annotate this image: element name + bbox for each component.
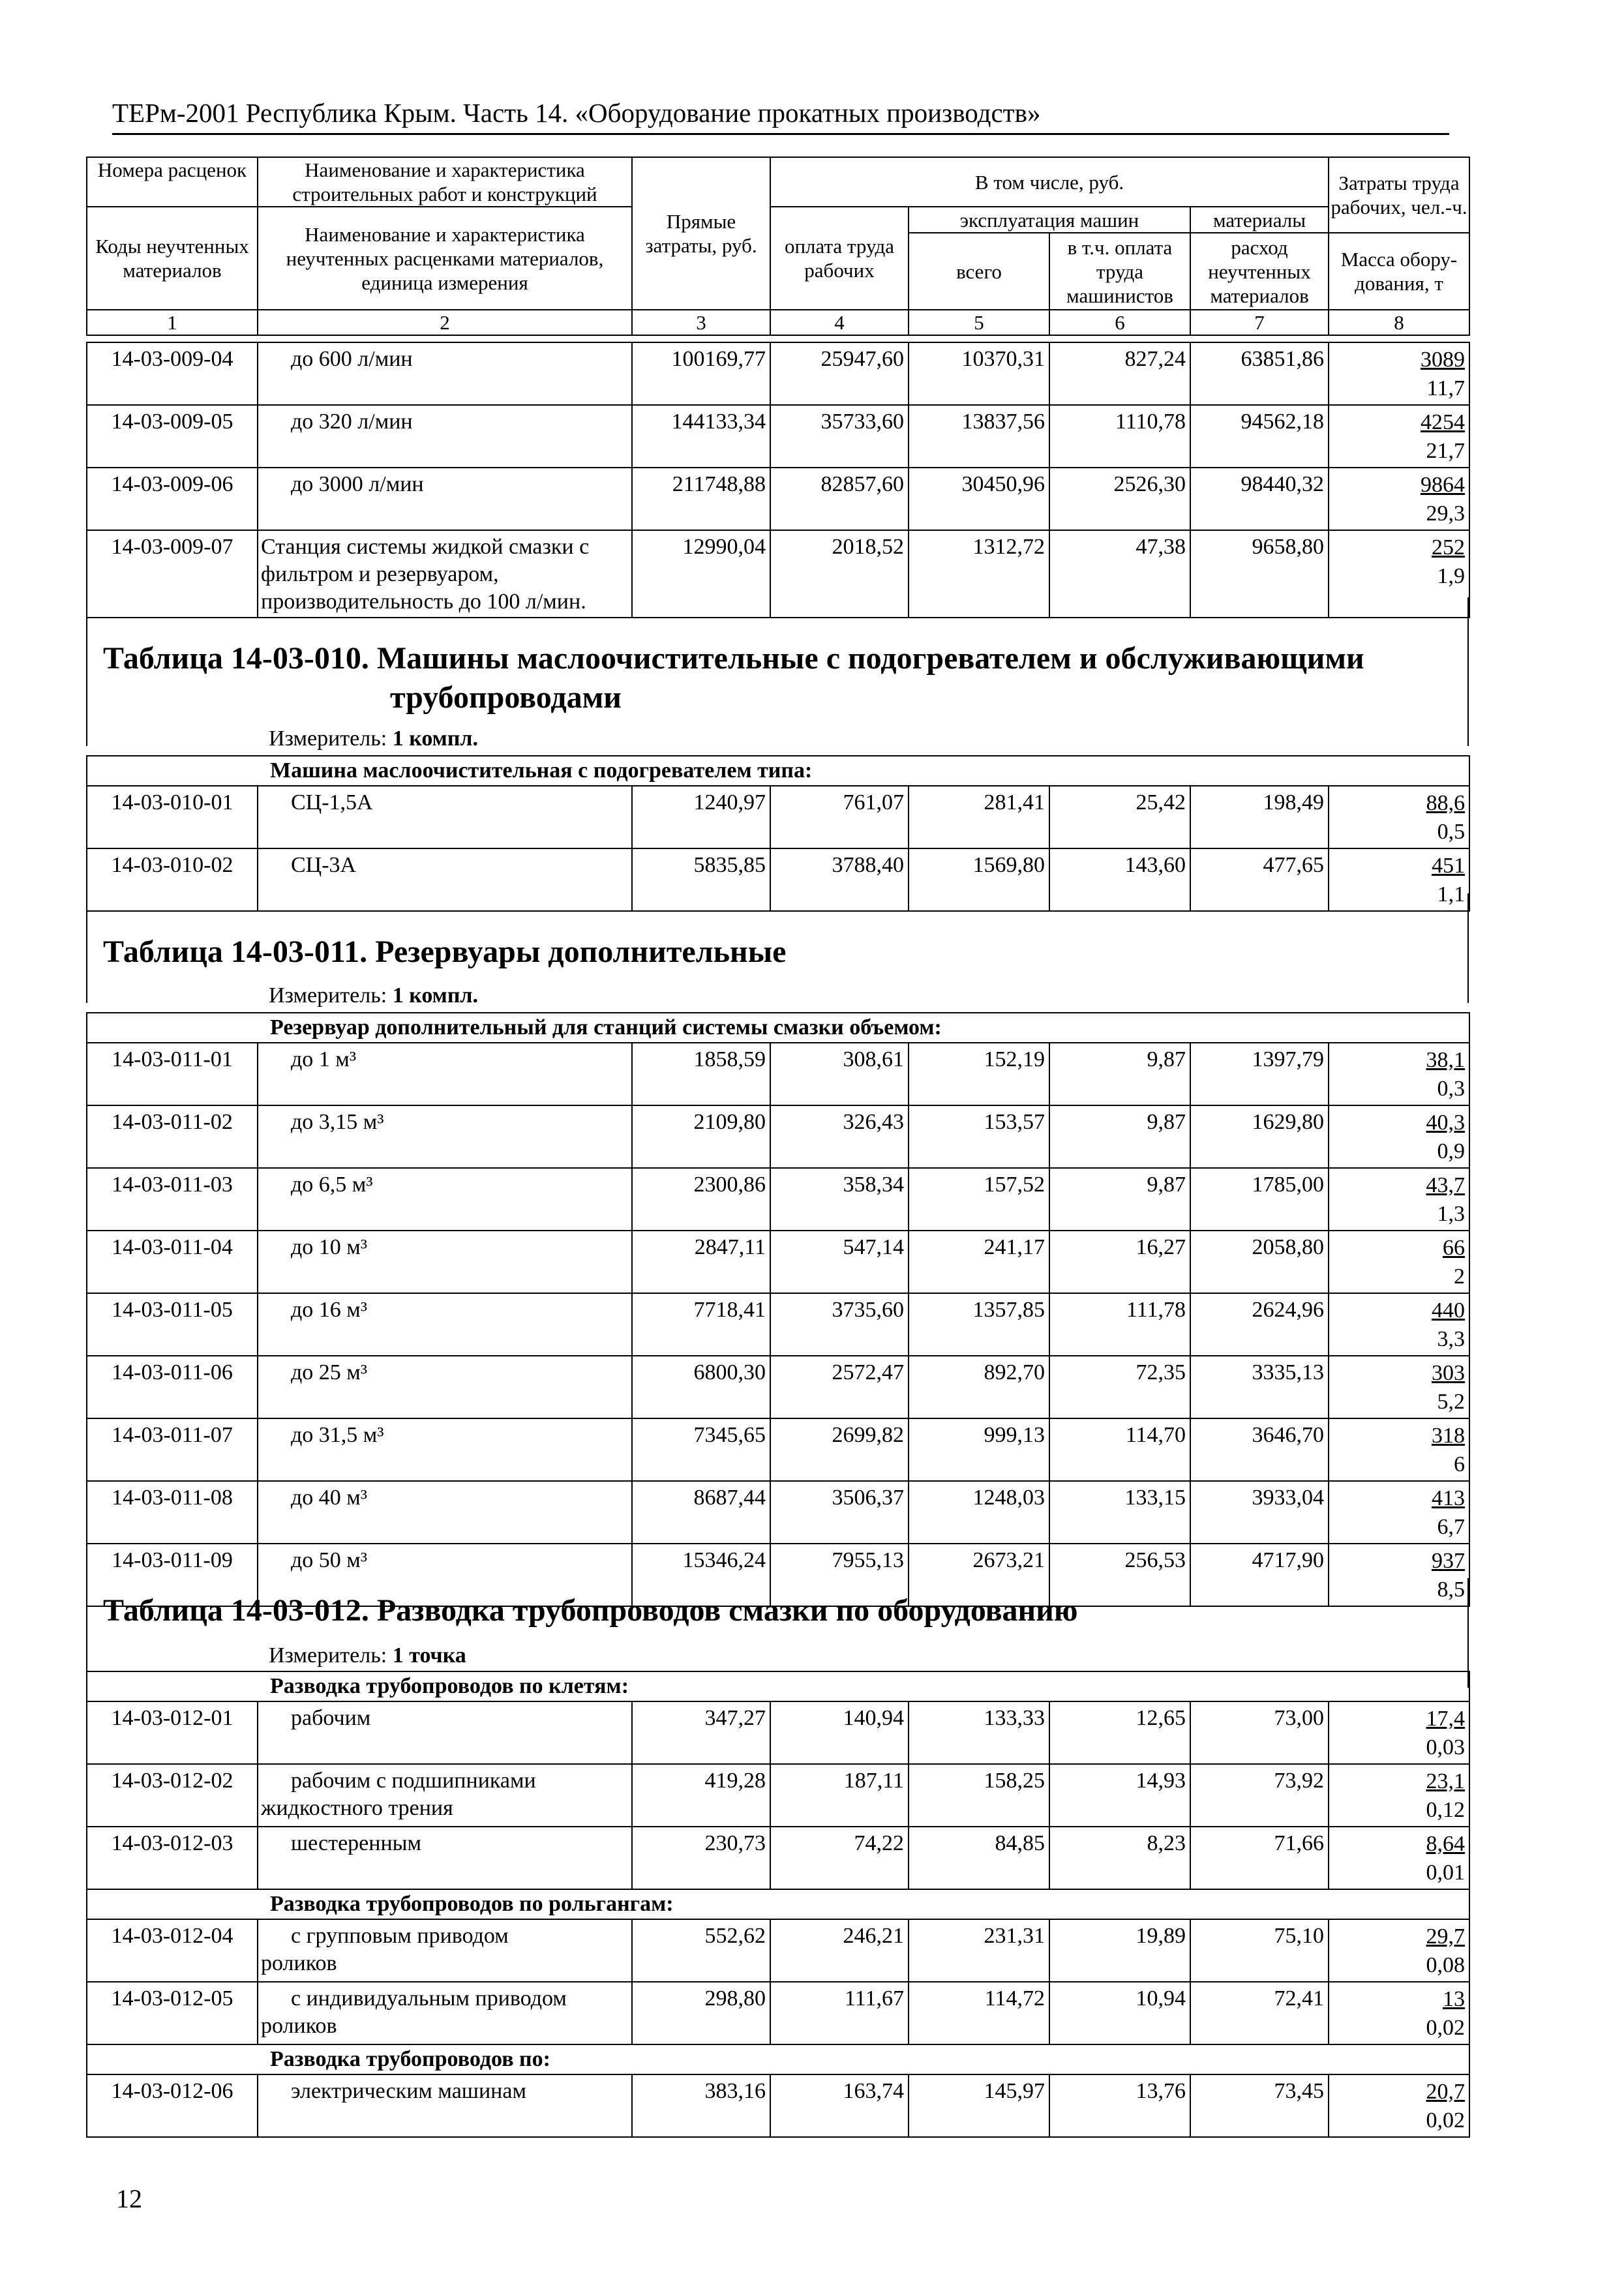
row-wages: 74,22 xyxy=(770,1827,909,1889)
row-code: 14-03-012-01 xyxy=(87,1701,258,1764)
row-code: 14-03-009-04 xyxy=(87,342,258,405)
row-name xyxy=(258,1764,632,1827)
group-row xyxy=(87,1889,1469,1919)
row-machinist-wages: 9,87 xyxy=(1049,1043,1190,1105)
row-labor-mass xyxy=(1329,1231,1469,1293)
row-wages: 187,11 xyxy=(770,1764,909,1827)
row-name-line2: роликов xyxy=(261,2014,337,2038)
row-materials: 2058,80 xyxy=(1190,1231,1329,1293)
row-direct: 2109,80 xyxy=(632,1105,770,1168)
equipment-mass: 11,7 xyxy=(1426,376,1465,400)
row-labor-mass xyxy=(1329,1544,1469,1606)
table-011 xyxy=(86,1012,1470,1607)
equipment-mass: 5,2 xyxy=(1437,1390,1466,1414)
row-code: 14-03-012-05 xyxy=(87,1982,258,2044)
row-code: 14-03-009-06 xyxy=(87,468,258,530)
table-row xyxy=(87,1418,1469,1481)
table-010-title xyxy=(103,639,1364,717)
equipment-mass: 1,9 xyxy=(1437,564,1465,588)
row-name: Станция системы жидкой смазки с фильтром и резервуаром, производительность до 100 л/мин. xyxy=(258,530,632,618)
row-direct: 347,27 xyxy=(632,1701,770,1764)
col4-header: оплата труда рабочих xyxy=(770,207,909,310)
equipment-mass: 0,03 xyxy=(1426,1735,1466,1759)
unit-label: Измеритель: xyxy=(269,726,387,751)
row-machinist-wages: 72,35 xyxy=(1049,1356,1190,1418)
row-wages: 3735,60 xyxy=(770,1293,909,1356)
table-row xyxy=(87,1293,1469,1356)
row-code: 14-03-012-04 xyxy=(87,1919,258,1982)
labor-cost: 20,7 xyxy=(1426,2080,1466,2104)
row-machinist-wages: 256,53 xyxy=(1049,1544,1190,1606)
column-header xyxy=(86,157,1470,336)
row-materials: 94562,18 xyxy=(1190,405,1329,468)
materials-header: материалы xyxy=(1190,207,1329,233)
labor-cost: 13 xyxy=(1443,1987,1466,2011)
table-012 xyxy=(86,1671,1470,2138)
unit-label: Измеритель: xyxy=(269,1643,387,1668)
row-machines: 1248,03 xyxy=(909,1481,1049,1544)
equipment-mass: 21,7 xyxy=(1426,439,1465,463)
row-machinist-wages: 9,87 xyxy=(1049,1105,1190,1168)
col1-top: Номера расценок xyxy=(87,157,258,207)
row-labor-mass xyxy=(1329,1418,1469,1481)
row-direct: 12990,04 xyxy=(632,530,770,618)
row-wages: 163,74 xyxy=(770,2074,909,2137)
col8-bottom: Масса обору-дования, т xyxy=(1329,233,1469,310)
row-wages: 547,14 xyxy=(770,1231,909,1293)
labor-cost: 9864 xyxy=(1421,473,1465,497)
table-row xyxy=(87,342,1469,405)
unit-value: 1 компл. xyxy=(392,726,479,751)
row-materials: 72,41 xyxy=(1190,1982,1329,2044)
equipment-mass: 0,3 xyxy=(1437,1077,1466,1101)
col-number: 4 xyxy=(770,310,909,335)
row-machinist-wages: 9,87 xyxy=(1049,1168,1190,1231)
row-direct: 383,16 xyxy=(632,2074,770,2137)
row-name: рабочим xyxy=(258,1701,632,1764)
labor-cost: 23,1 xyxy=(1426,1769,1466,1793)
row-materials: 3335,13 xyxy=(1190,1356,1329,1418)
row-code: 14-03-011-09 xyxy=(87,1544,258,1606)
row-materials: 2624,96 xyxy=(1190,1293,1329,1356)
row-direct: 7345,65 xyxy=(632,1418,770,1481)
table-010-unit xyxy=(269,725,478,753)
header-rule xyxy=(112,133,1449,135)
group-row xyxy=(87,756,1469,786)
row-name: до 600 л/мин xyxy=(258,342,632,405)
row-name: шестеренным xyxy=(258,1827,632,1889)
row-machinist-wages: 8,23 xyxy=(1049,1827,1190,1889)
row-code: 14-03-012-02 xyxy=(87,1764,258,1827)
row-materials: 73,92 xyxy=(1190,1764,1329,1827)
row-wages: 3788,40 xyxy=(770,848,909,911)
unit-value: 1 точка xyxy=(392,1643,466,1668)
row-wages: 358,34 xyxy=(770,1168,909,1231)
row-direct: 211748,88 xyxy=(632,468,770,530)
frame-right-border xyxy=(1467,597,1469,746)
row-name: до 40 м³ xyxy=(258,1481,632,1544)
row-machines: 133,33 xyxy=(909,1701,1049,1764)
row-direct: 419,28 xyxy=(632,1764,770,1827)
table-row xyxy=(87,405,1469,468)
row-code: 14-03-011-06 xyxy=(87,1356,258,1418)
row-wages: 761,07 xyxy=(770,786,909,848)
row-materials: 198,49 xyxy=(1190,786,1329,848)
row-code: 14-03-009-07 xyxy=(87,530,258,618)
row-labor-mass xyxy=(1329,1982,1469,2044)
row-machines: 114,72 xyxy=(909,1982,1049,2044)
row-name: электрическим машинам xyxy=(258,2074,632,2137)
row-name-line1: с групповым приводом xyxy=(291,1924,509,1948)
row-code: 14-03-011-02 xyxy=(87,1105,258,1168)
row-machines: 152,19 xyxy=(909,1043,1049,1105)
row-direct: 2847,11 xyxy=(632,1231,770,1293)
row-materials: 75,10 xyxy=(1190,1919,1329,1982)
row-direct: 230,73 xyxy=(632,1827,770,1889)
row-labor-mass xyxy=(1329,786,1469,848)
group-label: Разводка трубопроводов по рольгангам: xyxy=(87,1889,1469,1919)
labor-cost: 29,7 xyxy=(1426,1924,1466,1949)
table-010 xyxy=(86,755,1470,912)
table-row xyxy=(87,1105,1469,1168)
row-wages: 7955,13 xyxy=(770,1544,909,1606)
row-labor-mass xyxy=(1329,1356,1469,1418)
row-wages: 111,67 xyxy=(770,1982,909,2044)
row-direct: 6800,30 xyxy=(632,1356,770,1418)
row-direct: 5835,85 xyxy=(632,848,770,911)
row-labor-mass xyxy=(1329,2074,1469,2137)
labor-cost: 17,4 xyxy=(1426,1707,1466,1731)
row-code: 14-03-011-05 xyxy=(87,1293,258,1356)
table-012-unit xyxy=(269,1642,466,1669)
equipment-mass: 0,02 xyxy=(1426,2016,1466,2040)
labor-cost: 303 xyxy=(1432,1361,1466,1385)
row-machinist-wages: 10,94 xyxy=(1049,1982,1190,2044)
equipment-mass: 0,9 xyxy=(1437,1139,1466,1163)
labor-cost: 38,1 xyxy=(1426,1048,1466,1072)
col5-header: всего xyxy=(909,233,1049,310)
group-label: Разводка трубопроводов по: xyxy=(87,2044,1469,2074)
labor-cost: 40,3 xyxy=(1426,1111,1466,1135)
group-row xyxy=(87,1671,1469,1701)
row-labor-mass xyxy=(1329,1764,1469,1827)
row-machinist-wages: 19,89 xyxy=(1049,1919,1190,1982)
equipment-mass: 0,12 xyxy=(1426,1798,1466,1822)
row-labor-mass xyxy=(1329,1701,1469,1764)
row-machinist-wages: 12,65 xyxy=(1049,1701,1190,1764)
row-machinist-wages: 143,60 xyxy=(1049,848,1190,911)
row-labor-mass xyxy=(1329,530,1469,618)
row-machinist-wages: 14,93 xyxy=(1049,1764,1190,1827)
row-direct: 7718,41 xyxy=(632,1293,770,1356)
col1-bottom: Коды неучтенных материалов xyxy=(87,207,258,310)
table-row xyxy=(87,848,1469,911)
row-wages: 2018,52 xyxy=(770,530,909,618)
row-wages: 326,43 xyxy=(770,1105,909,1168)
row-direct: 15346,24 xyxy=(632,1544,770,1606)
table-row xyxy=(87,1231,1469,1293)
row-machines: 1569,80 xyxy=(909,848,1049,911)
row-machines: 84,85 xyxy=(909,1827,1049,1889)
row-name: СЦ-1,5А xyxy=(258,786,632,848)
row-name-line1: рабочим с подшипниками xyxy=(291,1769,536,1793)
row-code: 14-03-011-08 xyxy=(87,1481,258,1544)
equipment-mass: 1,3 xyxy=(1437,1202,1466,1226)
col-number: 3 xyxy=(632,310,770,335)
row-direct: 298,80 xyxy=(632,1982,770,2044)
group-label: Машина маслоочистительная с подогревателем типа: xyxy=(87,756,1469,786)
row-name xyxy=(258,1982,632,2044)
row-labor-mass xyxy=(1329,1827,1469,1889)
row-materials: 4717,90 xyxy=(1190,1544,1329,1606)
row-materials: 477,65 xyxy=(1190,848,1329,911)
row-direct: 100169,77 xyxy=(632,342,770,405)
col-number: 7 xyxy=(1190,310,1329,335)
row-machines: 13837,56 xyxy=(909,405,1049,468)
row-machinist-wages: 25,42 xyxy=(1049,786,1190,848)
row-materials: 71,66 xyxy=(1190,1827,1329,1889)
row-name-line2: жидкостного трения xyxy=(261,1796,453,1820)
row-machines: 153,57 xyxy=(909,1105,1049,1168)
row-wages: 82857,60 xyxy=(770,468,909,530)
row-machinist-wages: 1110,78 xyxy=(1049,405,1190,468)
row-labor-mass xyxy=(1329,1919,1469,1982)
col-number: 5 xyxy=(909,310,1049,335)
frame-left-border xyxy=(86,597,87,746)
row-machines: 10370,31 xyxy=(909,342,1049,405)
equipment-mass: 1,1 xyxy=(1437,882,1466,906)
row-labor-mass xyxy=(1329,1168,1469,1231)
table-row xyxy=(87,1481,1469,1544)
row-labor-mass xyxy=(1329,848,1469,911)
row-code: 14-03-010-02 xyxy=(87,848,258,911)
table-row xyxy=(87,1168,1469,1231)
labor-cost: 937 xyxy=(1432,1549,1466,1573)
labor-cost: 88,6 xyxy=(1426,791,1466,815)
table-row xyxy=(87,1827,1469,1889)
group-row xyxy=(87,1013,1469,1043)
unit-label: Измеритель: xyxy=(269,983,387,1008)
table-row xyxy=(87,786,1469,848)
table-011-title: Таблица 14-03-011. Резервуары дополнительные xyxy=(103,935,787,969)
row-materials: 1785,00 xyxy=(1190,1168,1329,1231)
row-name: до 31,5 м³ xyxy=(258,1418,632,1481)
labor-cost: 451 xyxy=(1432,854,1466,878)
row-machines: 1357,85 xyxy=(909,1293,1049,1356)
row-code: 14-03-009-05 xyxy=(87,405,258,468)
table-row xyxy=(87,1764,1469,1827)
row-direct: 8687,44 xyxy=(632,1481,770,1544)
row-name: СЦ-3А xyxy=(258,848,632,911)
col-number: 8 xyxy=(1329,310,1469,335)
row-machinist-wages: 2526,30 xyxy=(1049,468,1190,530)
labor-cost: 252 xyxy=(1432,535,1465,560)
row-materials: 9658,80 xyxy=(1190,530,1329,618)
row-machines: 231,31 xyxy=(909,1919,1049,1982)
row-name: до 50 м³ xyxy=(258,1544,632,1606)
labor-cost: 43,7 xyxy=(1426,1173,1466,1197)
row-code: 14-03-012-03 xyxy=(87,1827,258,1889)
row-code: 14-03-012-06 xyxy=(87,2074,258,2137)
row-code: 14-03-010-01 xyxy=(87,786,258,848)
row-wages: 308,61 xyxy=(770,1043,909,1105)
col-number: 2 xyxy=(258,310,632,335)
row-materials: 1397,79 xyxy=(1190,1043,1329,1105)
table-row xyxy=(87,1043,1469,1105)
row-name: до 6,5 м³ xyxy=(258,1168,632,1231)
row-machines: 157,52 xyxy=(909,1168,1049,1231)
unit-value: 1 компл. xyxy=(392,983,479,1008)
table-row xyxy=(87,2074,1469,2137)
table-010-title-line2: трубопроводами xyxy=(390,680,622,715)
table-row xyxy=(87,1982,1469,2044)
row-materials: 73,00 xyxy=(1190,1701,1329,1764)
labor-cost: 440 xyxy=(1432,1298,1466,1323)
row-machinist-wages: 13,76 xyxy=(1049,2074,1190,2137)
row-materials: 3646,70 xyxy=(1190,1418,1329,1481)
row-wages: 2699,82 xyxy=(770,1418,909,1481)
row-labor-mass xyxy=(1329,1481,1469,1544)
row-machines: 281,41 xyxy=(909,786,1049,848)
row-machinist-wages: 133,15 xyxy=(1049,1481,1190,1544)
equipment-mass: 8,5 xyxy=(1437,1578,1466,1602)
row-direct: 552,62 xyxy=(632,1919,770,1982)
row-code: 14-03-011-04 xyxy=(87,1231,258,1293)
equipment-mass: 6,7 xyxy=(1437,1515,1466,1539)
table-row xyxy=(87,1919,1469,1982)
labor-cost: 413 xyxy=(1432,1486,1466,1510)
row-direct: 144133,34 xyxy=(632,405,770,468)
col6-header: в т.ч. оплата труда машинистов xyxy=(1049,233,1190,310)
row-code: 14-03-011-07 xyxy=(87,1418,258,1481)
col3-header: Прямые затраты, руб. xyxy=(632,157,770,310)
group-label: Резервуар дополнительный для станций системы смазки объемом: xyxy=(87,1013,1469,1043)
row-materials: 73,45 xyxy=(1190,2074,1329,2137)
row-materials: 3933,04 xyxy=(1190,1481,1329,1544)
labor-cost: 318 xyxy=(1432,1424,1466,1448)
row-machines: 158,25 xyxy=(909,1764,1049,1827)
row-direct: 1858,59 xyxy=(632,1043,770,1105)
labor-cost: 3089 xyxy=(1421,348,1465,372)
table-010-title-line1: Таблица 14-03-010. Машины маслоочистительные с подогревателем и обслуживающими xyxy=(103,641,1364,676)
group-label: Разводка трубопроводов по клетям: xyxy=(87,1671,1469,1701)
row-machinist-wages: 111,78 xyxy=(1049,1293,1190,1356)
row-direct: 1240,97 xyxy=(632,786,770,848)
row-wages: 25947,60 xyxy=(770,342,909,405)
row-labor-mass xyxy=(1329,1105,1469,1168)
incl-header: В том числе, руб. xyxy=(770,157,1329,207)
group-row xyxy=(87,2044,1469,2074)
equipment-mass: 6 xyxy=(1454,1452,1466,1476)
col7-header: расход неучтенных материалов xyxy=(1190,233,1329,310)
col-number: 1 xyxy=(87,310,258,335)
labor-cost: 66 xyxy=(1443,1236,1466,1260)
table-row xyxy=(87,468,1469,530)
col2-bottom: Наименование и характеристика неучтенных расценками материалов, единица измерения xyxy=(258,207,632,310)
equipment-mass: 2 xyxy=(1454,1264,1466,1289)
row-name-line2: роликов xyxy=(261,1951,337,1975)
row-materials: 98440,32 xyxy=(1190,468,1329,530)
col8-top: Затраты труда рабочих, чел.-ч. xyxy=(1329,157,1469,233)
row-name: до 25 м³ xyxy=(258,1356,632,1418)
row-wages: 35733,60 xyxy=(770,405,909,468)
row-materials: 1629,80 xyxy=(1190,1105,1329,1168)
row-materials: 63851,86 xyxy=(1190,342,1329,405)
row-wages: 140,94 xyxy=(770,1701,909,1764)
row-machines: 241,17 xyxy=(909,1231,1049,1293)
equipment-mass: 3,3 xyxy=(1437,1327,1466,1351)
row-labor-mass xyxy=(1329,1043,1469,1105)
page-number: 12 xyxy=(116,2184,142,2213)
equipment-mass: 0,5 xyxy=(1437,820,1466,844)
row-machines: 2673,21 xyxy=(909,1544,1049,1606)
equipment-mass: 0,08 xyxy=(1426,1953,1466,1977)
row-machines: 1312,72 xyxy=(909,530,1049,618)
row-direct: 2300,86 xyxy=(632,1168,770,1231)
row-code: 14-03-011-01 xyxy=(87,1043,258,1105)
row-name: до 10 м³ xyxy=(258,1231,632,1293)
row-machines: 892,70 xyxy=(909,1356,1049,1418)
row-machinist-wages: 827,24 xyxy=(1049,342,1190,405)
row-wages: 3506,37 xyxy=(770,1481,909,1544)
equipment-mass: 29,3 xyxy=(1426,501,1465,526)
row-wages: 2572,47 xyxy=(770,1356,909,1418)
row-code: 14-03-011-03 xyxy=(87,1168,258,1231)
row-labor-mass xyxy=(1329,342,1469,405)
row-labor-mass xyxy=(1329,1293,1469,1356)
row-name: до 1 м³ xyxy=(258,1043,632,1105)
table-row xyxy=(87,530,1469,618)
row-name: до 16 м³ xyxy=(258,1293,632,1356)
equipment-mass: 0,02 xyxy=(1426,2108,1466,2132)
col-number: 6 xyxy=(1049,310,1190,335)
machines-header: эксплуатация машин xyxy=(909,207,1190,233)
row-machines: 30450,96 xyxy=(909,468,1049,530)
row-machines: 145,97 xyxy=(909,2074,1049,2137)
row-name: до 3,15 м³ xyxy=(258,1105,632,1168)
table-011-unit xyxy=(269,982,478,1010)
table-012-title: Таблица 14-03-012. Разводка трубопроводов смазки по оборудованию xyxy=(103,1593,1078,1628)
equipment-mass: 0,01 xyxy=(1426,1861,1466,1885)
running-header: ТЕРм-2001 Республика Крым. Часть 14. «Оборудование прокатных производств» xyxy=(112,98,1041,128)
row-name-line1: с индивидуальным приводом xyxy=(291,1986,567,2011)
col2-top: Наименование и характеристика строительных работ и конструкций xyxy=(258,157,632,207)
row-machinist-wages: 16,27 xyxy=(1049,1231,1190,1293)
row-machinist-wages: 47,38 xyxy=(1049,530,1190,618)
row-name xyxy=(258,1919,632,1982)
row-name: до 320 л/мин xyxy=(258,405,632,468)
table-row xyxy=(87,1701,1469,1764)
row-labor-mass xyxy=(1329,468,1469,530)
row-machinist-wages: 114,70 xyxy=(1049,1418,1190,1481)
row-wages: 246,21 xyxy=(770,1919,909,1982)
labor-cost: 4254 xyxy=(1421,410,1465,434)
table-009 xyxy=(86,342,1470,618)
row-machines: 999,13 xyxy=(909,1418,1049,1481)
table-row xyxy=(87,1356,1469,1418)
row-name: до 3000 л/мин xyxy=(258,468,632,530)
row-labor-mass xyxy=(1329,405,1469,468)
labor-cost: 8,64 xyxy=(1426,1832,1466,1856)
